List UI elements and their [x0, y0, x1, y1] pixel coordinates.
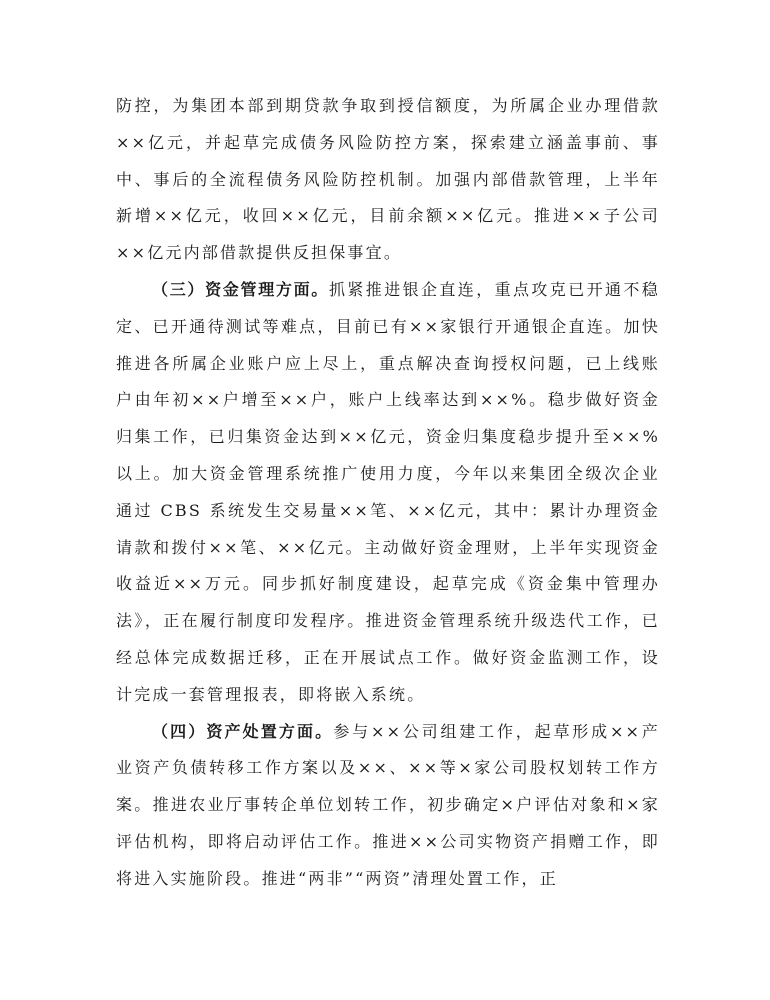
section-heading-asset-disposal: （四）资产处置方面。: [152, 721, 334, 741]
paragraph-text: 参与××公司组建工作，起草形成××产业资产负债转移工作方案以及××、××等×家公司股权划转工作方案。推进农业厅事转企单位划转工作，初步确定×户评估对象和×家评估机构，即将启动评估工作。推进××公司实物资产捐赠工作，即将进入实施阶段。推进“两非”“两资”清理处置工作，正: [116, 721, 660, 888]
paragraph-text: 抓紧推进银企直连，重点攻克已开通不稳定、已开通待测试等难点，目前已有××家银行开通银企直连。加快推进各所属企业账户应上尽上，重点解决查询授权问题，已上线账户由年初××户增至××户，账户上线率达到××%。稳步做好资金归集工作，已归集资金达到××亿元，资金归集度稳步提升至××%以上。加大资金管理系统推广使用力度，今年以来集团全级次企业通过 CBS 系统发生交易量××笔、××亿元，其中：累计办理资金请款和拨付××笔、××亿元。主动做好资金理财，上半年实现资金收益近××万元。同步抓好制度建设，起草完成《资金集中管理办法》，正在履行制度印发程序。推进资金管理系统升级迭代工作，已经总体完成数据迁移，正在开展试点工作。做好资金监测工作，设计完成一套管理报表，即将嵌入系统。: [116, 279, 660, 704]
document-body: [116, 88, 660, 898]
section-heading-fund-management: （三）资金管理方面。: [152, 279, 329, 299]
paragraph-debt-risk-control: [116, 88, 660, 272]
paragraph-text: 防控，为集团本部到期贷款争取到授信额度，为所属企业办理借款××亿元，并起草完成债务风险防控方案，探索建立涵盖事前、事中、事后的全流程债务风险防控机制。加强内部借款管理，上半年新增××亿元，收回××亿元，目前余额××亿元。推进××子公司××亿元内部借款提供反担保事宜。: [116, 96, 660, 263]
paragraph-fund-management: [116, 272, 660, 714]
paragraph-asset-disposal: [116, 714, 660, 898]
